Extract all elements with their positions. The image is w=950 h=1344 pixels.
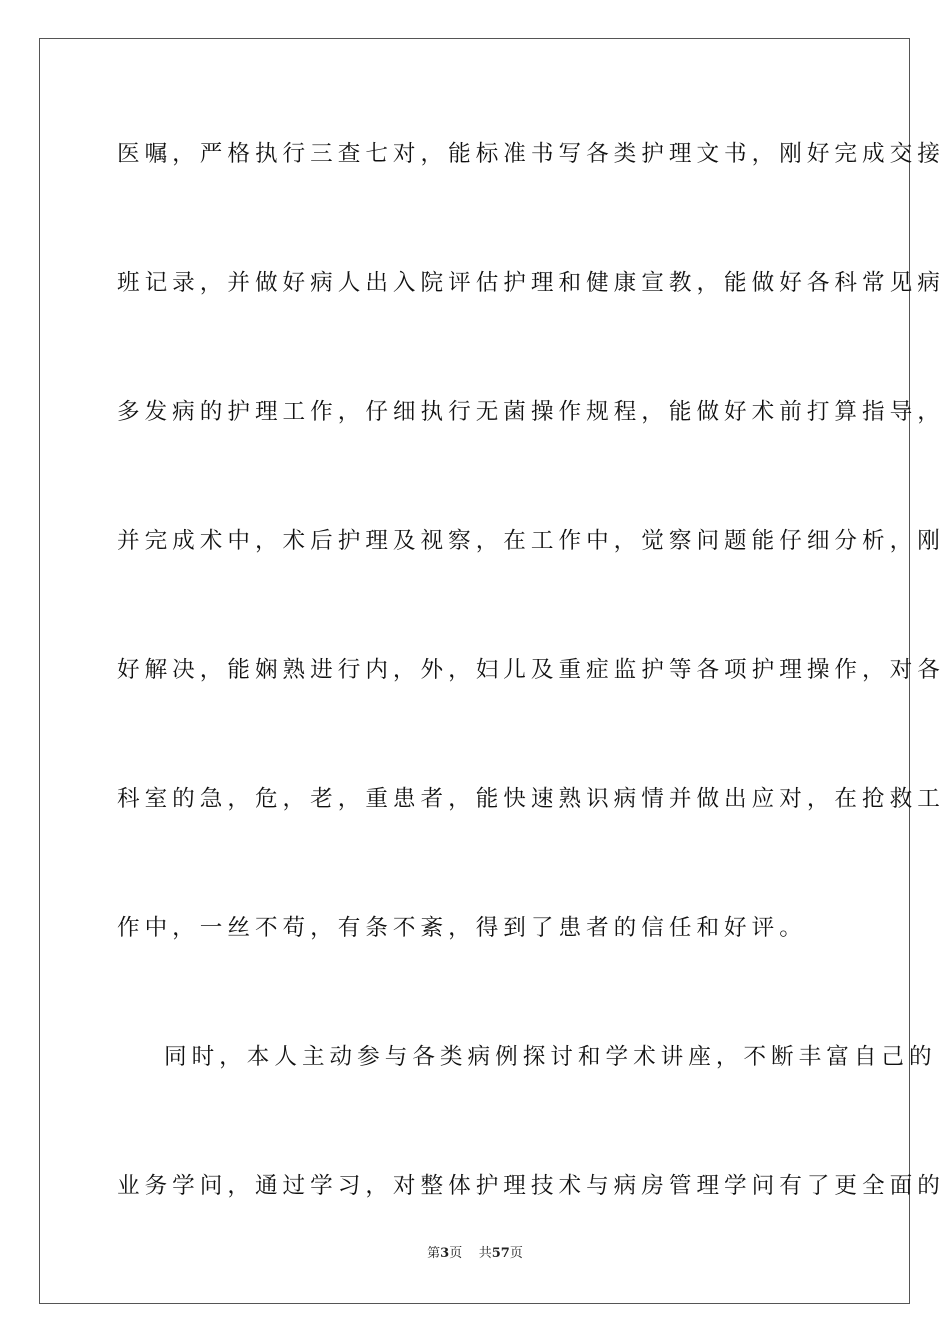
text-line-8-paragraph-start: 同时，本人主动参与各类病例探讨和学术讲座，不断丰富自己的 [164, 1044, 937, 1070]
page-prefix: 第 [427, 1246, 441, 1261]
total-page-count: 57 [491, 1246, 510, 1261]
page-unit: 页 [449, 1246, 463, 1261]
page-number-footer [0, 1244, 950, 1264]
text-line-2: 班记录，并做好病人出入院评估护理和健康宣教，能做好各科常见病 [117, 270, 945, 296]
text-line-6: 科室的急，危，老，重患者，能快速熟识病情并做出应对，在抢救工 [117, 786, 945, 812]
text-line-7: 作中，一丝不苟，有条不紊，得到了患者的信任和好评。 [117, 915, 807, 941]
current-page-number: 3 [440, 1246, 450, 1261]
text-line-5: 好解决，能娴熟进行内，外，妇儿及重症监护等各项护理操作，对各 [117, 657, 945, 683]
text-line-4: 并完成术中，术后护理及视察，在工作中，觉察问题能仔细分析，刚 [117, 528, 945, 554]
text-line-9: 业务学问，通过学习，对整体护理技术与病房管理学问有了更全面的 [117, 1173, 945, 1199]
total-prefix: 共 [478, 1246, 492, 1261]
text-line-1: 医嘱，严格执行三查七对，能标准书写各类护理文书，刚好完成交接 [117, 141, 945, 167]
text-line-3: 多发病的护理工作，仔细执行无菌操作规程，能做好术前打算指导， [117, 399, 945, 425]
document-body [117, 124, 945, 1285]
total-unit: 页 [509, 1246, 523, 1261]
